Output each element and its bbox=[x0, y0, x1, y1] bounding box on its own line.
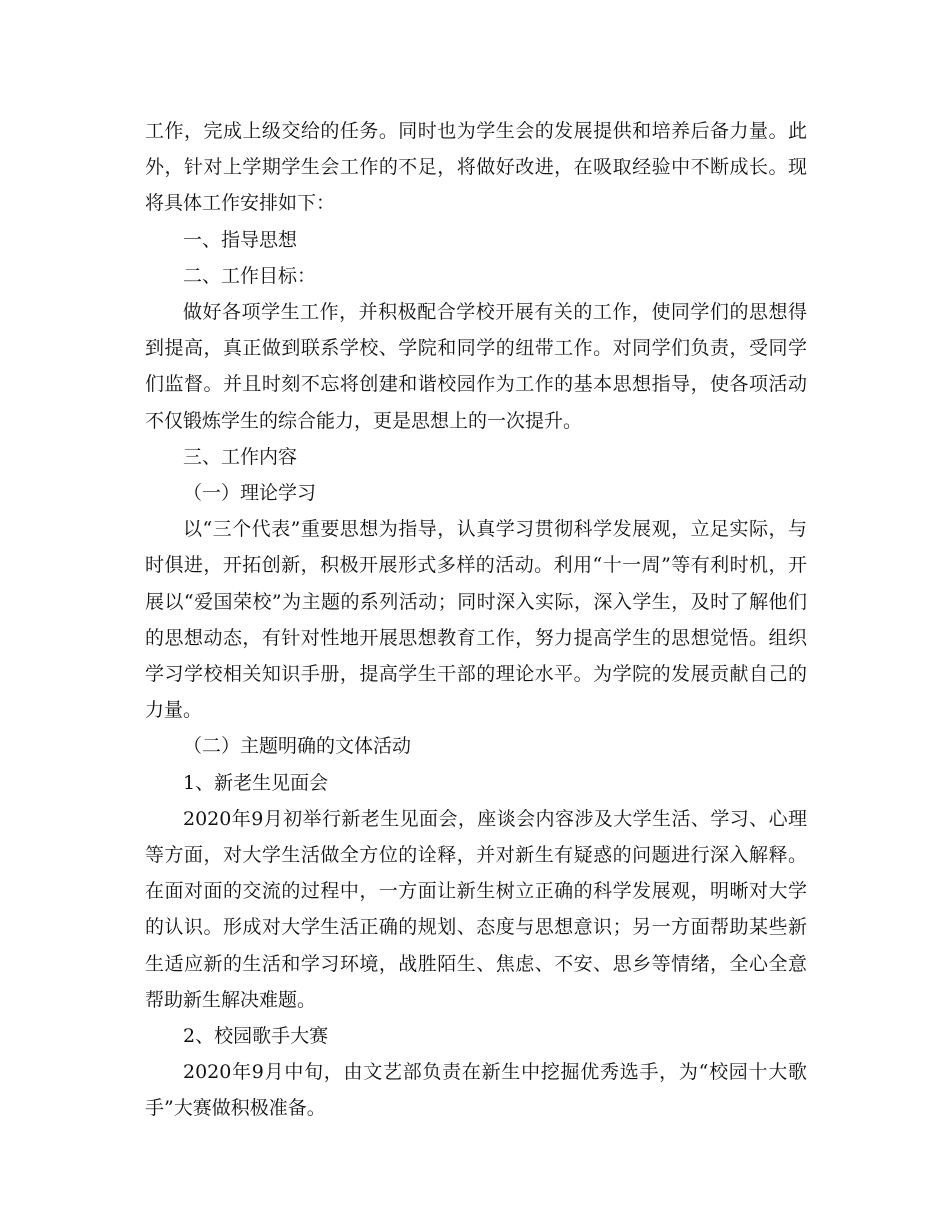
paragraph-freshman-meeting: 2020年9月初举行新老生见面会，座谈会内容涉及大学生活、学习、心理等方面，对大学生活做全方位的诠释，并对新生有疑惑的问题进行深入解释。在面对面的交流的过程中，一方面让新生树立正确的科学发展观，明晰对大学的认识。形成对大学生活正确的规划、态度与思想意识；另一方面帮助某些新生适应新的生活和学习环境，战胜陌生、焦虑、不安、思乡等情绪，全心全意帮助新生解决难题。 bbox=[145, 807, 807, 1011]
section-heading-work-content: 三、工作内容 bbox=[183, 445, 298, 468]
paragraph-continuation: 工作，完成上级交给的任务。同时也为学生会的发展提供和培养后备力量。此外，针对上学期学生会工作的不足，将做好改进，在吸取经验中不断成长。现将具体工作安排如下： bbox=[145, 120, 807, 215]
item-heading-freshman-meeting: 1、新老生见面会 bbox=[183, 771, 329, 794]
section-heading-guiding-ideology: 一、指导思想 bbox=[183, 228, 298, 251]
paragraph-theory-study: 以“三个代表”重要思想为指导，认真学习贯彻科学发展观，立足实际，与时俱进，开拓创新，积极开展形式多样的活动。利用“十一周”等有利时机，开展以“爱国荣校”为主题的系列活动；同时深入实际，深入学生，及时了解他们的思想动态，有针对性地开展思想教育工作，努力提高学生的思想觉悟。组织学习学校相关知识手册，提高学生干部的理论水平。为学院的发展贡献自己的力量。 bbox=[145, 518, 807, 722]
section-heading-work-goals: 二、工作目标： bbox=[183, 264, 317, 287]
sub-heading-theory-study: （一）理论学习 bbox=[183, 482, 317, 505]
paragraph-work-goals: 做好各项学生工作，并积极配合学校开展有关的工作，使同学们的思想得到提高，真正做到联系学校、学院和同学的纽带工作。对同学们负责，受同学们监督。并且时刻不忘将创建和谐校园作为工作的基本思想指导，使各项活动不仅锻炼学生的综合能力，更是思想上的一次提升。 bbox=[145, 301, 807, 432]
sub-heading-cultural-activities: （二）主题明确的文体活动 bbox=[183, 735, 412, 758]
item-heading-singer-contest: 2、校园歌手大赛 bbox=[183, 1025, 329, 1048]
paragraph-singer-contest: 2020年9月中旬，由文艺部负责在新生中挖掘优秀选手，为“校园十大歌手”大赛做积极准备。 bbox=[145, 1061, 807, 1120]
document-body bbox=[145, 113, 807, 1127]
